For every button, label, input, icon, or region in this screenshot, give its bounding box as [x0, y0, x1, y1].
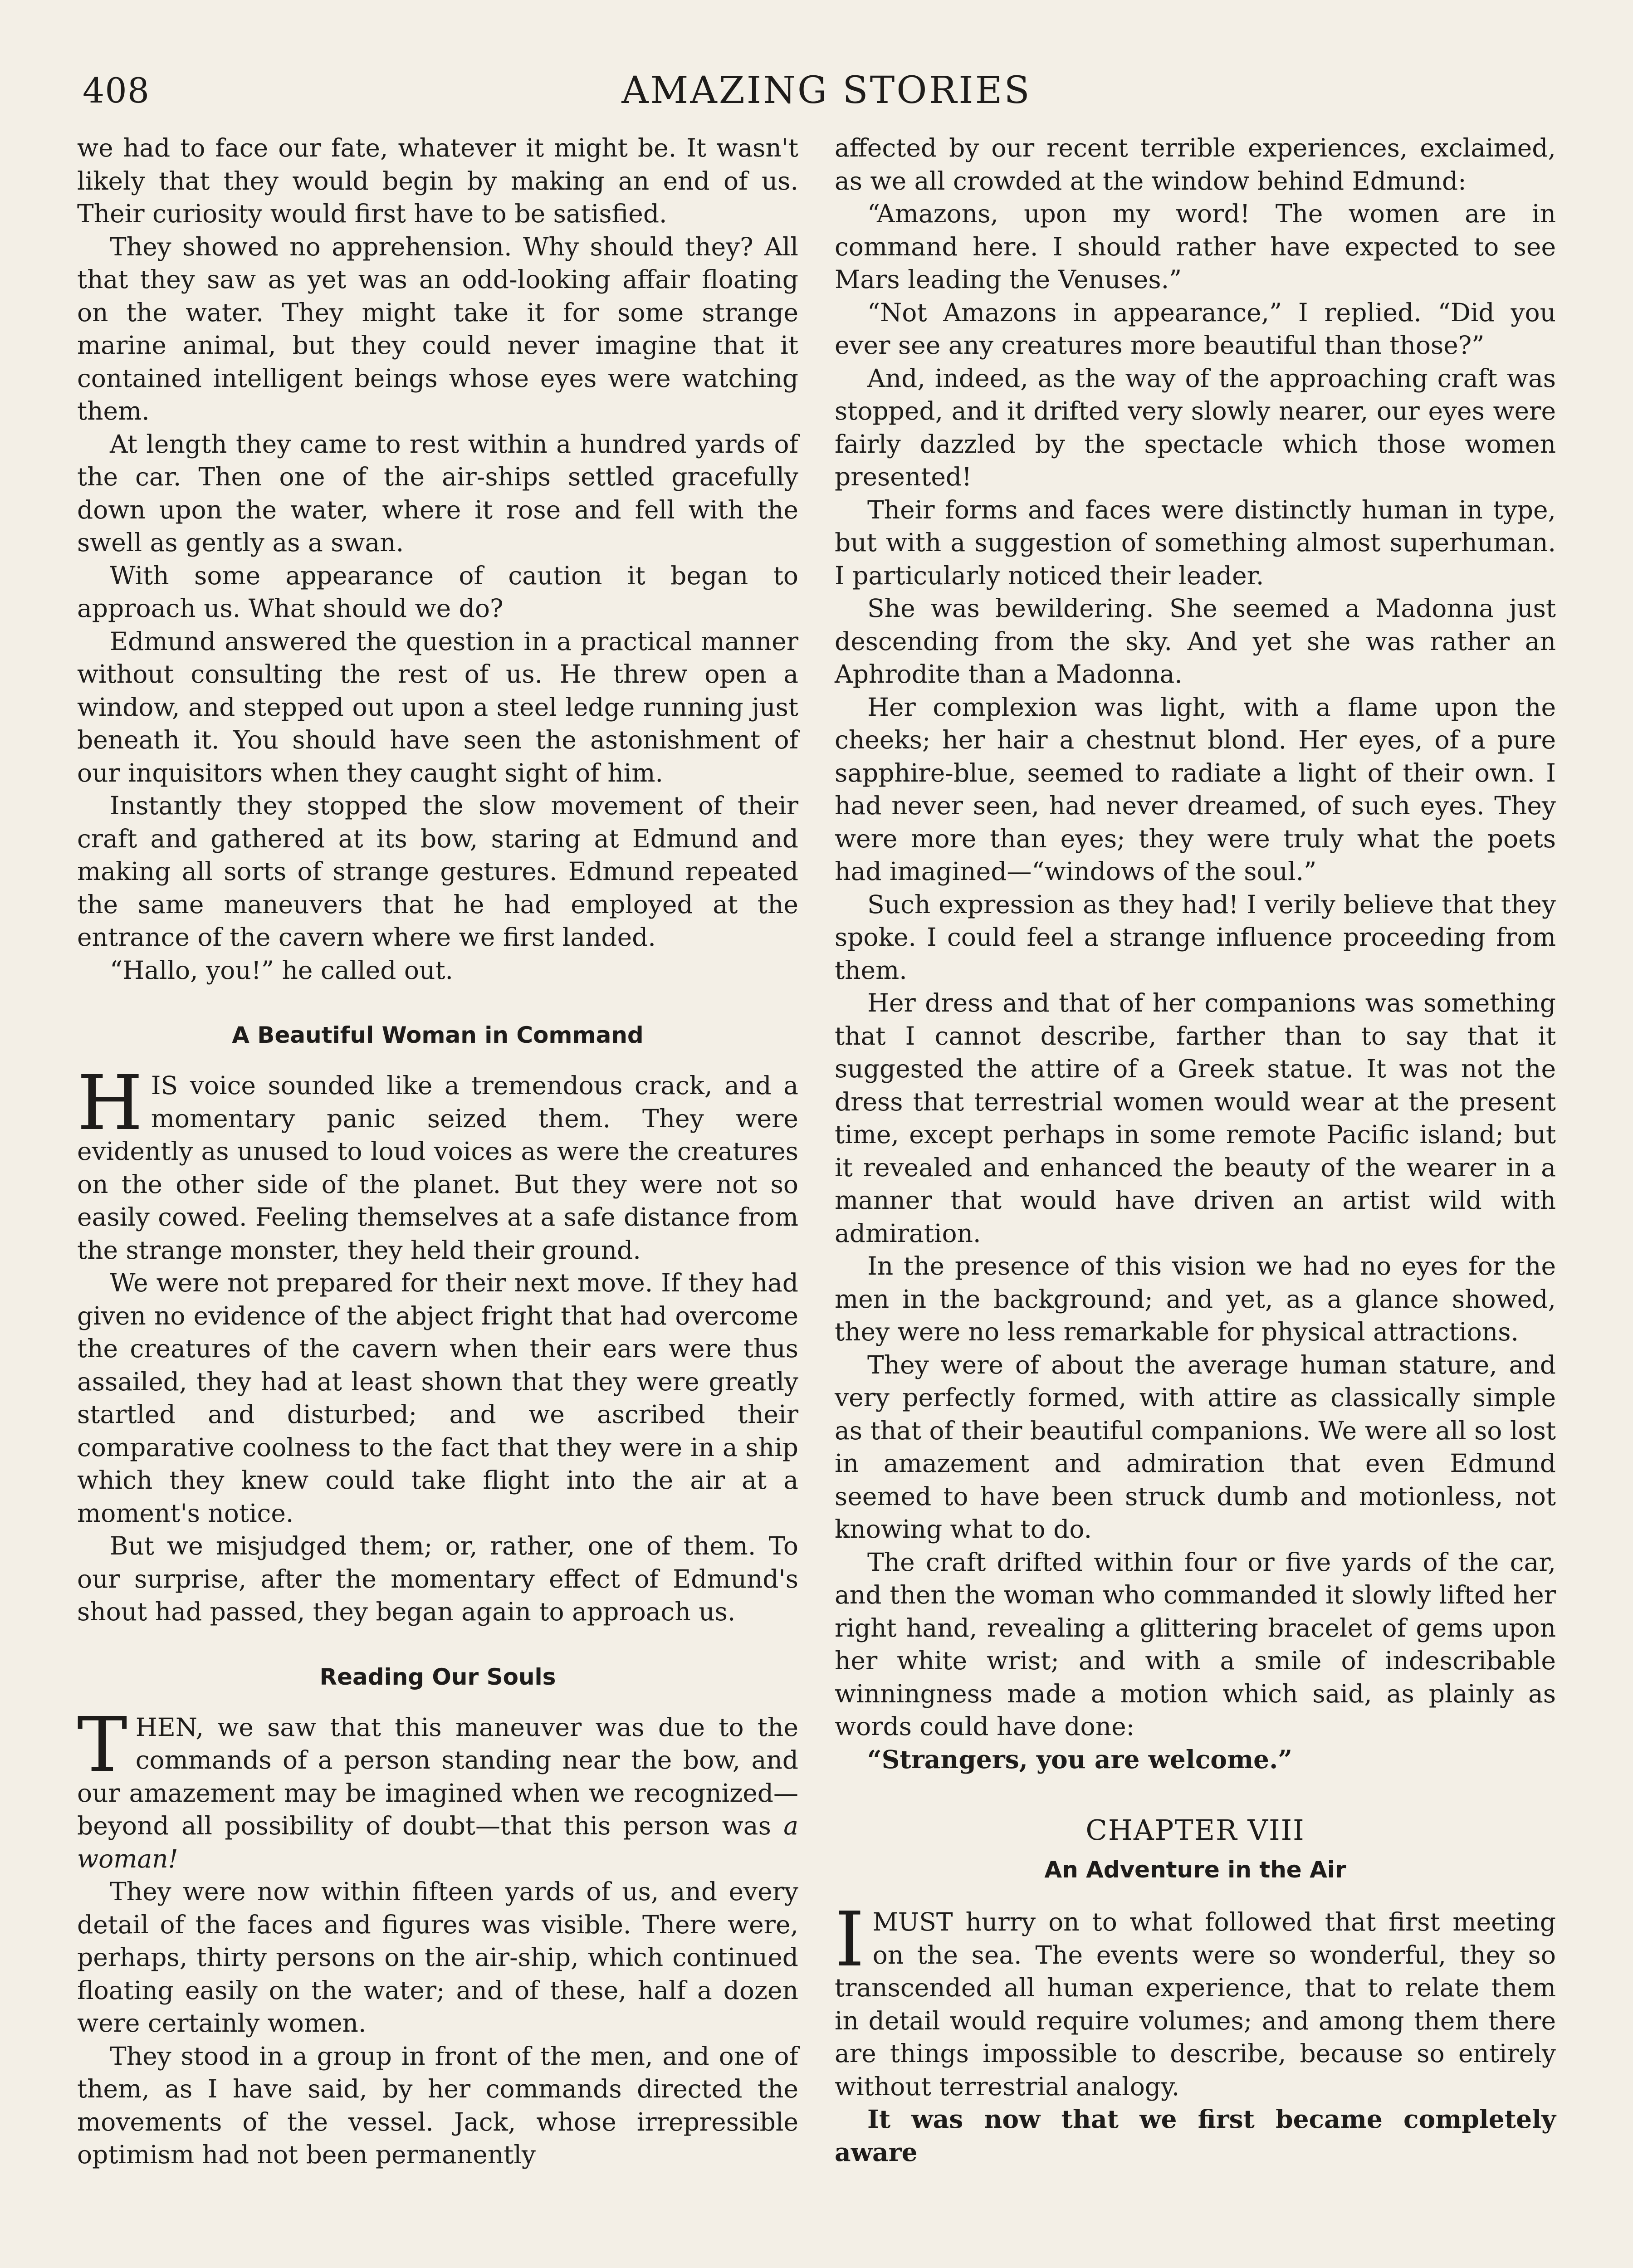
paragraph: In the presence of this vision we had no eyes for the men in the background; and yet, as a glance showed, they were no less remarkable for physical attractions.	[835, 1251, 1556, 1346]
paragraph: Her dress and that of her companions was something that I cannot describe, farther than to say that it suggested the attire of a Greek statue. It was not the dress that terrestrial women would wear at the present time, except perhaps in some remote Pacific island; but it revealed and enhanced the beauty of the wearer in a manner that would have driven an artist wild with admiration.	[835, 988, 1556, 1248]
paragraph: At length they came to rest within a hundred yards of the car. Then one of the air-ships settled gracefully down upon the water, where it rose and fell with the swell as gently as a swan.	[77, 429, 798, 557]
paragraph: Such expression as they had! I verily believe that they spoke. I could feel a strange influence proceeding from them.	[835, 890, 1556, 985]
page-number: 408	[83, 70, 150, 111]
drop-cap: T	[77, 1701, 127, 1789]
paragraph-text: IS voice sounded like a tremendous crack, and a momentary panic seized them. They were evidently as unused to loud voices as were the creatures on the other side of the planet. But they were not so easily cowed. Feeling themselves at a safe distance from the strange monster, they held their ground.	[77, 1071, 798, 1265]
paragraph: Her complexion was light, with a flame upon the cheeks; her hair a chestnut blond. Her eyes, of a pure sapphire-blue, seemed to radiate a light of their own. I had never seen, had never dreamed, of such eyes. They were more than eyes; they were truly what the poets had imagined—“windows of the soul.”	[835, 692, 1556, 886]
paragraph: Edmund answered the question in a practical manner without consulting the rest of us. He threw open a window, and stepped out upon a steel ledge running just beneath it. You should have seen the astonishment of our inquisitors when they caught sight of him.	[77, 626, 798, 787]
section-subheading: Reading Our Souls	[319, 1663, 556, 1690]
paragraph: With some appearance of caution it began to approach us. What should we do?	[77, 561, 798, 623]
right-column	[835, 132, 1556, 2169]
emphasized-text: a woman!	[77, 1811, 798, 1873]
paragraph: She was bewildering. She seemed a Madonna just descending from the sky. And yet she was rather an Aphrodite than a Madonna.	[835, 594, 1556, 689]
dropcap-paragraph	[77, 1060, 798, 1266]
paragraph: we had to face our fate, whatever it might be. It wasn't likely that they would begin by making an end of us. Their curiosity would first have to be satisfied.	[77, 133, 798, 228]
paragraph: We were not prepared for their next move. If they had given no evidence of the abject fright that had overcome the creatures of the cavern when their ears were thus assailed, they had at least shown that they were greatly startled and disturbed; and we ascribed their comparative coolness to the fact that they were in a ship which they knew could take flight into the air at a moment's notice.	[77, 1268, 798, 1528]
paragraph: “Amazons, upon my word! The women are in command here. I should rather have expected to see Mars leading the Venuses.”	[835, 199, 1556, 294]
paragraph: The craft drifted within four or five yards of the car, and then the woman who commanded it slowly lifted her right hand, revealing a glittering bracelet of gems upon her white wrist; and with a smile of indescribable winningness made a motion which said, as plainly as words could have done:	[835, 1547, 1556, 1741]
chapter-heading: CHAPTER VIII	[1085, 1813, 1305, 1847]
paragraph: “Hallo, you!” he called out.	[110, 955, 454, 985]
paragraph: They showed no apprehension. Why should they? All that they saw as yet was an odd-looking affair floating on the water. They might take it for some strange marine animal, but they could never imagine that it contained intelligent beings whose eyes were watching them.	[77, 232, 798, 425]
drop-cap: I	[835, 1896, 865, 1984]
paragraph: “Strangers, you are welcome.”	[867, 1744, 1292, 1774]
paragraph: They stood in a group in front of the men, and one of them, as I have said, by her commands directed the movements of the vessel. Jack, whose irrepressible optimism had not been permanently	[77, 2041, 798, 2169]
paragraph: It was now that we first became completely aware	[835, 2104, 1556, 2167]
magazine-title: AMAZING STORIES	[621, 69, 1032, 112]
drop-cap: H	[77, 1060, 143, 1147]
paragraph: And, indeed, as the way of the approaching craft was stopped, and it drifted very slowly nearer, our eyes were fairly dazzled by the spectacle which those women presented!	[835, 363, 1556, 491]
section-subheading: A Beautiful Woman in Command	[232, 1022, 644, 1048]
paragraph: Their forms and faces were distinctly human in type, but with a suggestion of something almost superhuman. I particularly noticed their leader.	[835, 495, 1556, 590]
paragraph: But we misjudged them; or, rather, one of them. To our surprise, after the momentary effect of Edmund's shout had passed, they began again to approach us.	[77, 1531, 798, 1626]
left-column	[77, 132, 798, 2171]
paragraph: affected by our recent terrible experiences, exclaimed, as we all crowded at the window behind Edmund:	[835, 133, 1556, 196]
paragraph: Instantly they stopped the slow movement of their craft and gathered at its bow, staring at Edmund and making all sorts of strange gestures. Edmund repeated the same maneuvers that he had employed at the entrance of the cavern where we first landed.	[77, 791, 798, 952]
dropcap-paragraph	[77, 1701, 798, 1876]
paragraph: “Not Amazons in appearance,” I replied. “Did you ever see any creatures more beautiful than those?”	[835, 298, 1556, 360]
paragraph: They were now within fifteen yards of us, and every detail of the faces and figures was visible. There were, perhaps, thirty persons on the air-ship, which continued floating easily on the water; and of these, half a dozen were certainly women.	[77, 1877, 798, 2038]
dropcap-paragraph	[835, 1896, 1556, 2103]
chapter-subtitle: An Adventure in the Air	[1044, 1857, 1346, 1883]
paragraph-text: MUST hurry on to what followed that first meeting on the sea. The events were so wonderful, they so transcended all human experience, that to relate them in detail would require volumes; and among them there are things impossible to describe, because so entirely without terrestrial analogy.	[835, 1907, 1556, 2101]
page-header	[78, 68, 1575, 122]
paragraph: They were of about the average human stature, and very perfectly formed, with attire as classically simple as that of their beautiful companions. We were all so lost in amazement and admiration that even Edmund seemed to have been struck dumb and motionless, not knowing what to do.	[835, 1350, 1556, 1544]
paragraph-text: HEN, we saw that this maneuver was due to the commands of a person standing near the bow, and our amazement may be imagined when we recognized—beyond all possibility of doubt—that this person was	[77, 1712, 798, 1840]
